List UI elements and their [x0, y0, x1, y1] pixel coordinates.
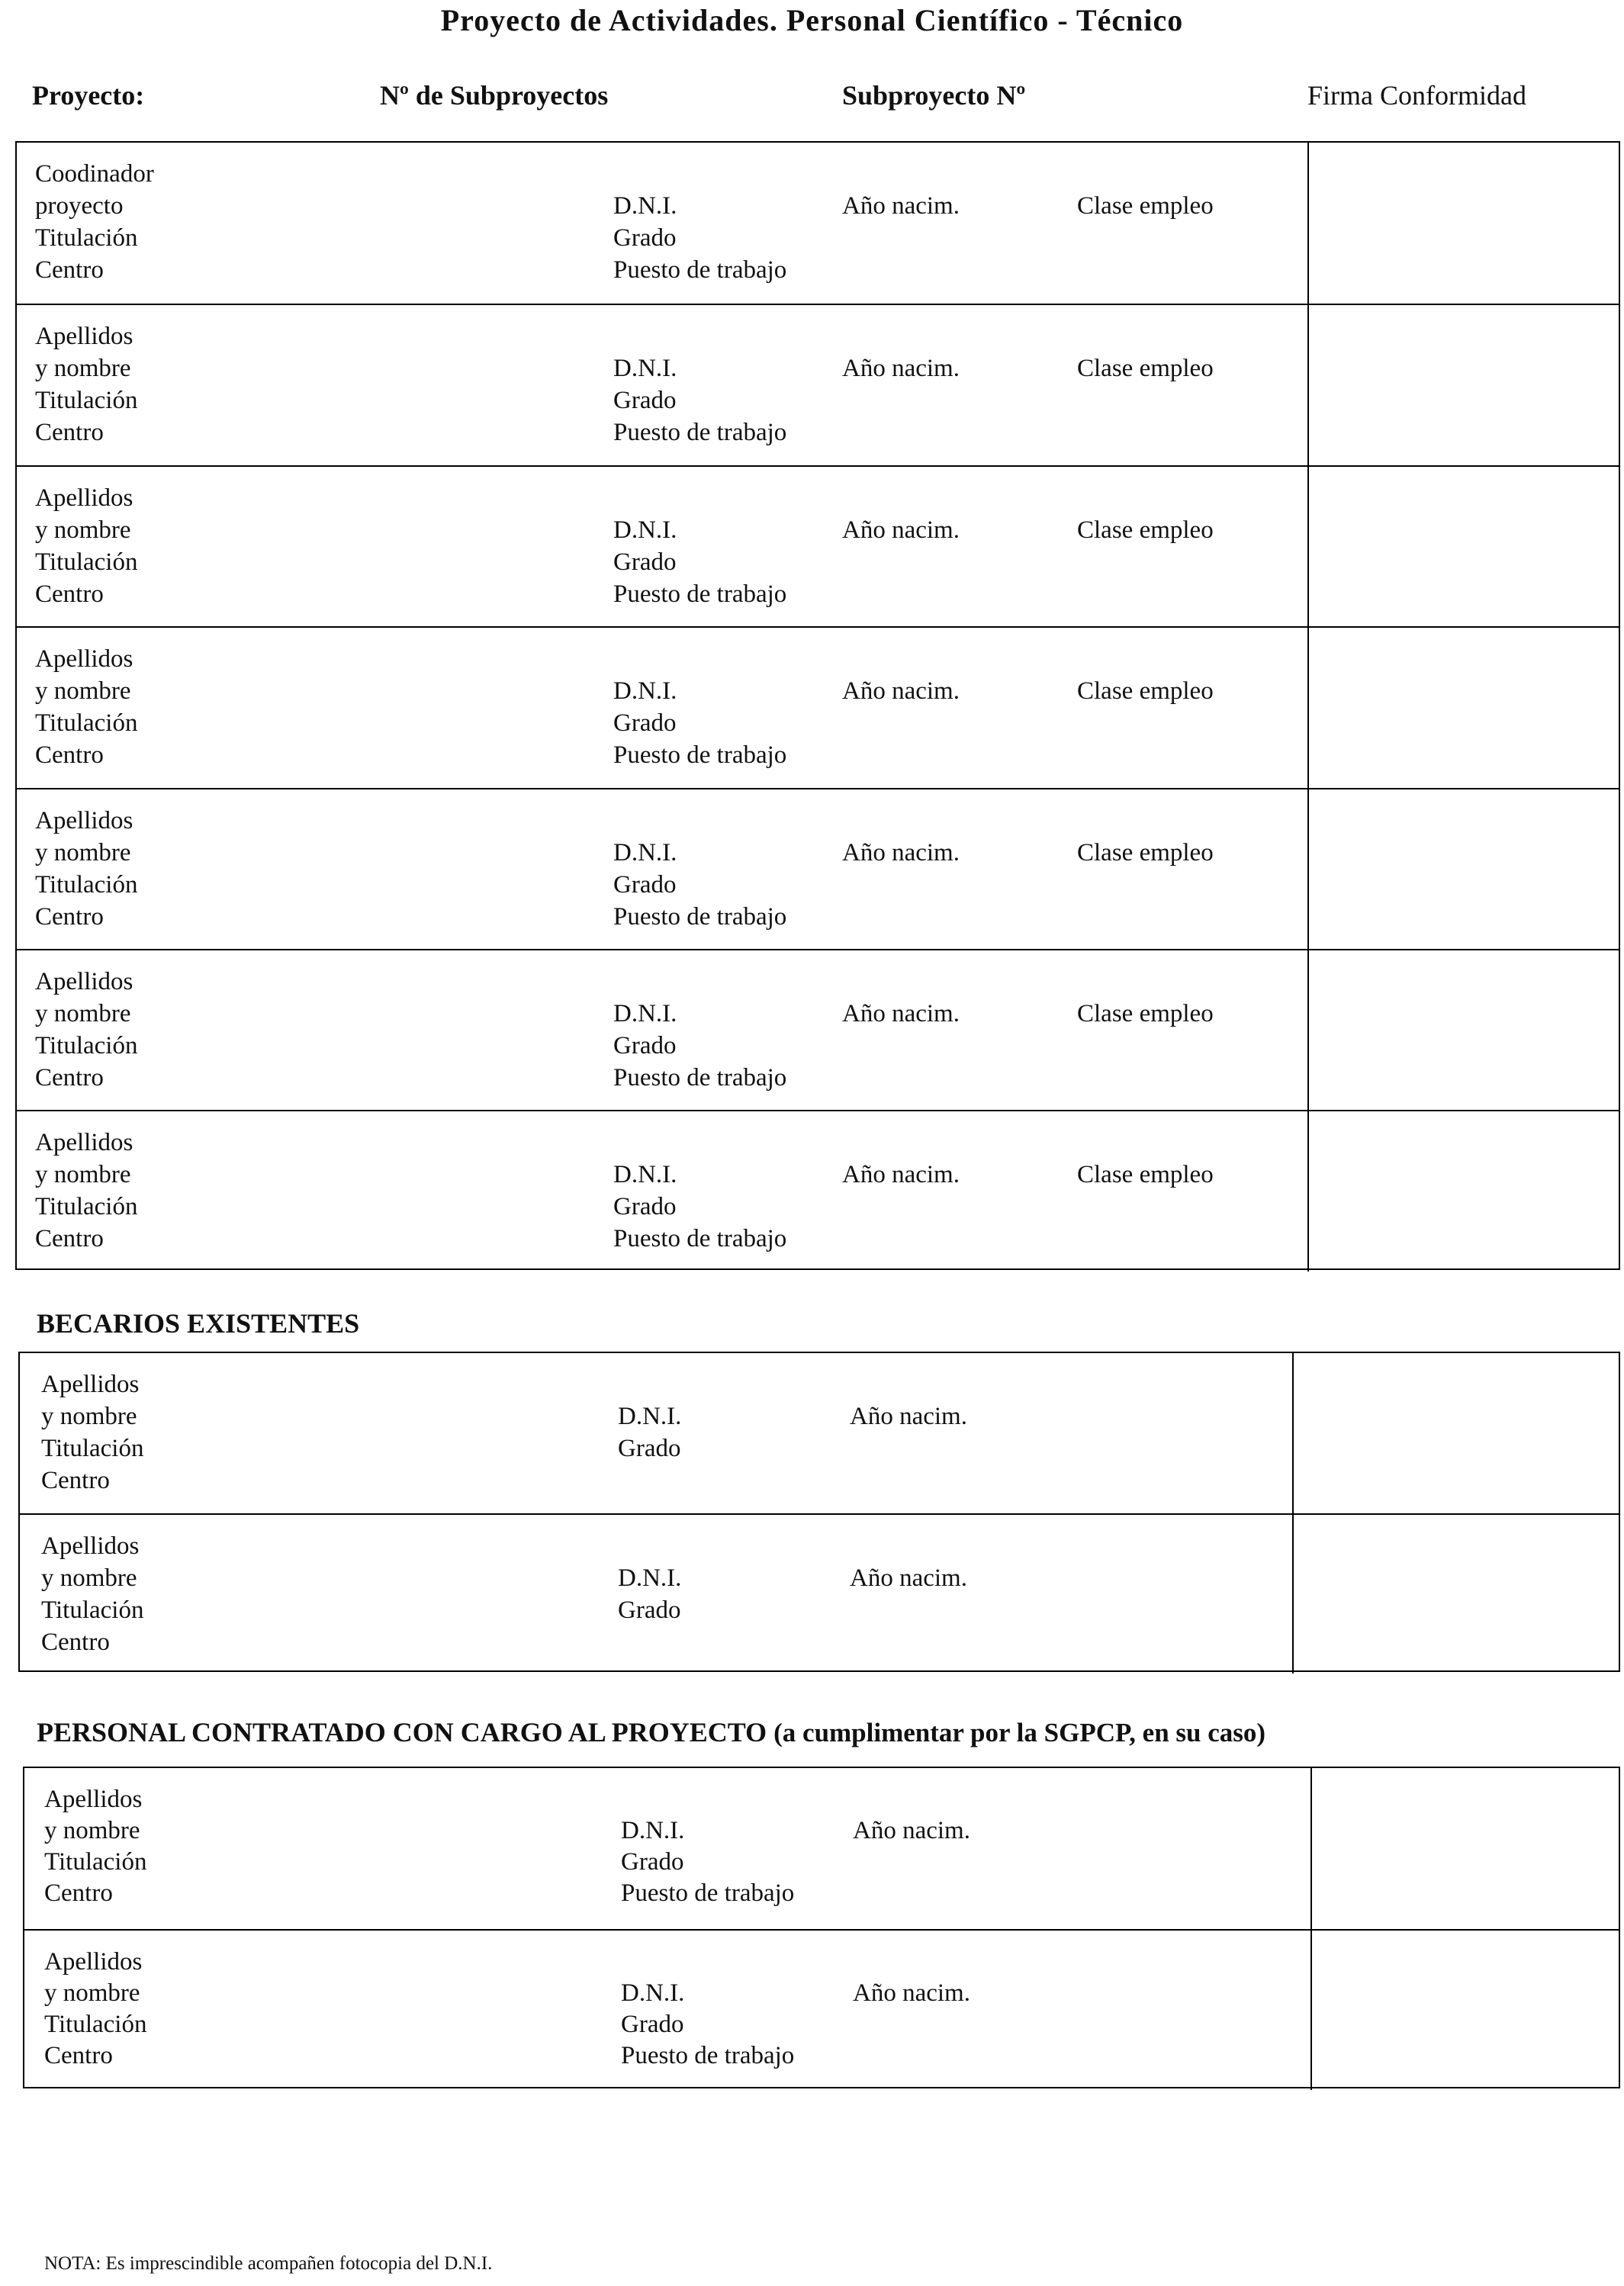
field-label-ano-nacim: Año nacim. [853, 1979, 970, 2007]
field-label: Centro [35, 902, 104, 931]
field-label: Apellidos [35, 484, 133, 512]
field-label: Apellidos [35, 645, 133, 674]
field-label: Titulación [35, 870, 138, 899]
field-label: Grado [621, 1848, 684, 1876]
field-label: Titulación [35, 1193, 138, 1221]
field-label: D.N.I. [613, 1000, 677, 1027]
signature-cell[interactable] [1307, 143, 1619, 304]
field-label: D.N.I. [618, 1564, 682, 1592]
field-label: Puesto de trabajo [613, 1225, 787, 1253]
field-label: y nombre [35, 838, 131, 866]
field-label: Apellidos [41, 1532, 140, 1560]
signature-cell[interactable] [1310, 1768, 1619, 1929]
field-label: Titulación [35, 387, 138, 415]
field-label: Centro [35, 580, 104, 608]
field-label: Puesto de trabajo [621, 2042, 795, 2069]
field-label: Apellidos [35, 323, 133, 351]
field-label-ano-nacim: Año nacim. [842, 192, 960, 220]
field-label: Apellidos [35, 968, 133, 995]
field-label: D.N.I. [613, 516, 677, 544]
signature-cell[interactable] [1307, 467, 1619, 626]
field-label-ano-nacim: Año nacim. [842, 838, 960, 866]
field-label: Grado [613, 548, 677, 576]
personal-row [17, 949, 1619, 1110]
field-label: Centro [44, 1879, 113, 1907]
field-label: y nombre [35, 516, 131, 544]
signature-cell[interactable] [1292, 1353, 1619, 1513]
field-label: Apellidos [35, 806, 133, 834]
personal-row [17, 304, 1619, 465]
field-label: Grado [618, 1435, 681, 1462]
signature-cell[interactable] [1292, 1515, 1619, 1674]
header-subproyecto-n: Subproyecto Nº [842, 80, 1026, 111]
field-label-clase-empleo: Clase empleo [1077, 1000, 1214, 1027]
field-label: Centro [35, 741, 104, 770]
personal-row [17, 626, 1619, 787]
field-label: Grado [613, 387, 677, 415]
field-label: D.N.I. [621, 1817, 685, 1844]
becarios-row [20, 1353, 1619, 1513]
field-label: y nombre [35, 1161, 131, 1189]
field-label: Titulación [35, 709, 138, 738]
field-label: D.N.I. [613, 677, 677, 706]
field-label: Titulación [35, 1032, 138, 1059]
field-label: Titulación [44, 1848, 147, 1876]
contratado-row [24, 1768, 1619, 1929]
page-title: Proyecto de Actividades. Personal Científico - Técnico [440, 3, 1184, 37]
field-label: Centro [35, 256, 104, 284]
field-label: Puesto de trabajo [613, 741, 787, 770]
field-label: Apellidos [41, 1371, 140, 1398]
field-label: Centro [41, 1467, 110, 1494]
personal-row [17, 465, 1619, 626]
field-label: Titulación [35, 224, 138, 252]
header-firma-conformidad: Firma Conformidad [1307, 80, 1526, 111]
field-label: y nombre [35, 1000, 131, 1027]
field-label: D.N.I. [613, 838, 677, 866]
field-label-clase-empleo: Clase empleo [1077, 838, 1214, 866]
field-label-clase-empleo: Clase empleo [1077, 1161, 1214, 1189]
field-label-clase-empleo: Clase empleo [1077, 192, 1214, 220]
field-label-ano-nacim: Año nacim. [853, 1817, 970, 1844]
field-label: D.N.I. [618, 1403, 682, 1430]
field-label: Puesto de trabajo [621, 1879, 795, 1907]
field-label: Puesto de trabajo [613, 902, 787, 931]
field-label-ano-nacim: Año nacim. [842, 1161, 960, 1189]
field-label: y nombre [41, 1403, 137, 1430]
field-label: Grado [613, 870, 677, 899]
personal-row [17, 1110, 1619, 1271]
field-label: Centro [35, 1064, 104, 1092]
field-label-clase-empleo: Clase empleo [1077, 677, 1214, 706]
field-label: Grado [613, 1193, 677, 1221]
field-label: Centro [41, 1628, 110, 1656]
signature-cell[interactable] [1307, 950, 1619, 1110]
contratado-heading-note: (a cumplimentar por la SGPCP, en su caso) [773, 1718, 1266, 1747]
field-label: Puesto de trabajo [613, 1064, 787, 1092]
field-label-clase-empleo: Clase empleo [1077, 355, 1214, 383]
field-label: Centro [44, 2042, 113, 2069]
becarios-table [18, 1352, 1620, 1672]
header-num-subproyectos: Nº de Subproyectos [380, 80, 609, 111]
personal-table [15, 141, 1620, 1270]
field-label: D.N.I. [613, 1161, 677, 1189]
field-label: Apellidos [35, 1129, 133, 1157]
field-label-ano-nacim: Año nacim. [842, 355, 960, 383]
field-label: y nombre [35, 677, 131, 706]
field-label: y nombre [41, 1564, 137, 1592]
becarios-row [20, 1513, 1619, 1674]
field-label: Puesto de trabajo [613, 419, 787, 447]
field-label: y nombre [44, 1817, 140, 1844]
signature-cell[interactable] [1307, 305, 1619, 465]
field-label: Titulación [41, 1596, 144, 1624]
field-label: Centro [35, 419, 104, 447]
signature-cell[interactable] [1310, 1931, 1619, 2090]
personal-row [17, 788, 1619, 949]
field-label: Coodinador [35, 160, 154, 188]
field-label: Grado [613, 1032, 677, 1059]
contratado-heading [37, 1715, 1265, 1750]
field-label-ano-nacim: Año nacim. [842, 677, 960, 706]
field-label: Puesto de trabajo [613, 580, 787, 608]
field-label: Titulación [41, 1435, 144, 1462]
field-label: Grado [613, 224, 677, 252]
signature-cell[interactable] [1307, 789, 1619, 949]
contratado-table [23, 1767, 1620, 2088]
field-label: y nombre [44, 1979, 140, 2007]
field-label: proyecto [35, 192, 124, 220]
field-label: Titulación [35, 548, 138, 576]
field-label: Grado [613, 709, 677, 738]
field-label: Apellidos [44, 1786, 143, 1813]
field-label: D.N.I. [621, 1979, 685, 2007]
signature-cell[interactable] [1307, 1111, 1619, 1271]
field-label-ano-nacim: Año nacim. [850, 1564, 967, 1592]
personal-row [17, 143, 1619, 304]
field-label: y nombre [35, 355, 131, 383]
field-label-ano-nacim: Año nacim. [842, 1000, 960, 1027]
field-label: Puesto de trabajo [613, 256, 787, 284]
field-label-clase-empleo: Clase empleo [1077, 516, 1214, 544]
field-label: D.N.I. [613, 355, 677, 383]
contratado-heading-text: PERSONAL CONTRATADO CON CARGO AL PROYECTO [37, 1717, 767, 1747]
header-proyecto: Proyecto: [32, 80, 145, 111]
field-label: Grado [618, 1596, 681, 1624]
signature-cell[interactable] [1307, 628, 1619, 787]
field-label: Centro [35, 1225, 104, 1253]
field-label: Apellidos [44, 1948, 143, 1976]
nota-footer: NOTA: Es imprescindible acompañen fotocopia del D.N.I. [44, 2253, 493, 2274]
field-label: D.N.I. [613, 192, 677, 220]
becarios-heading: BECARIOS EXISTENTES [37, 1308, 360, 1339]
field-label: Titulación [44, 2011, 147, 2038]
field-label: Grado [621, 2011, 684, 2038]
field-label-ano-nacim: Año nacim. [842, 516, 960, 544]
contratado-row [24, 1929, 1619, 2090]
field-label-ano-nacim: Año nacim. [850, 1403, 967, 1430]
